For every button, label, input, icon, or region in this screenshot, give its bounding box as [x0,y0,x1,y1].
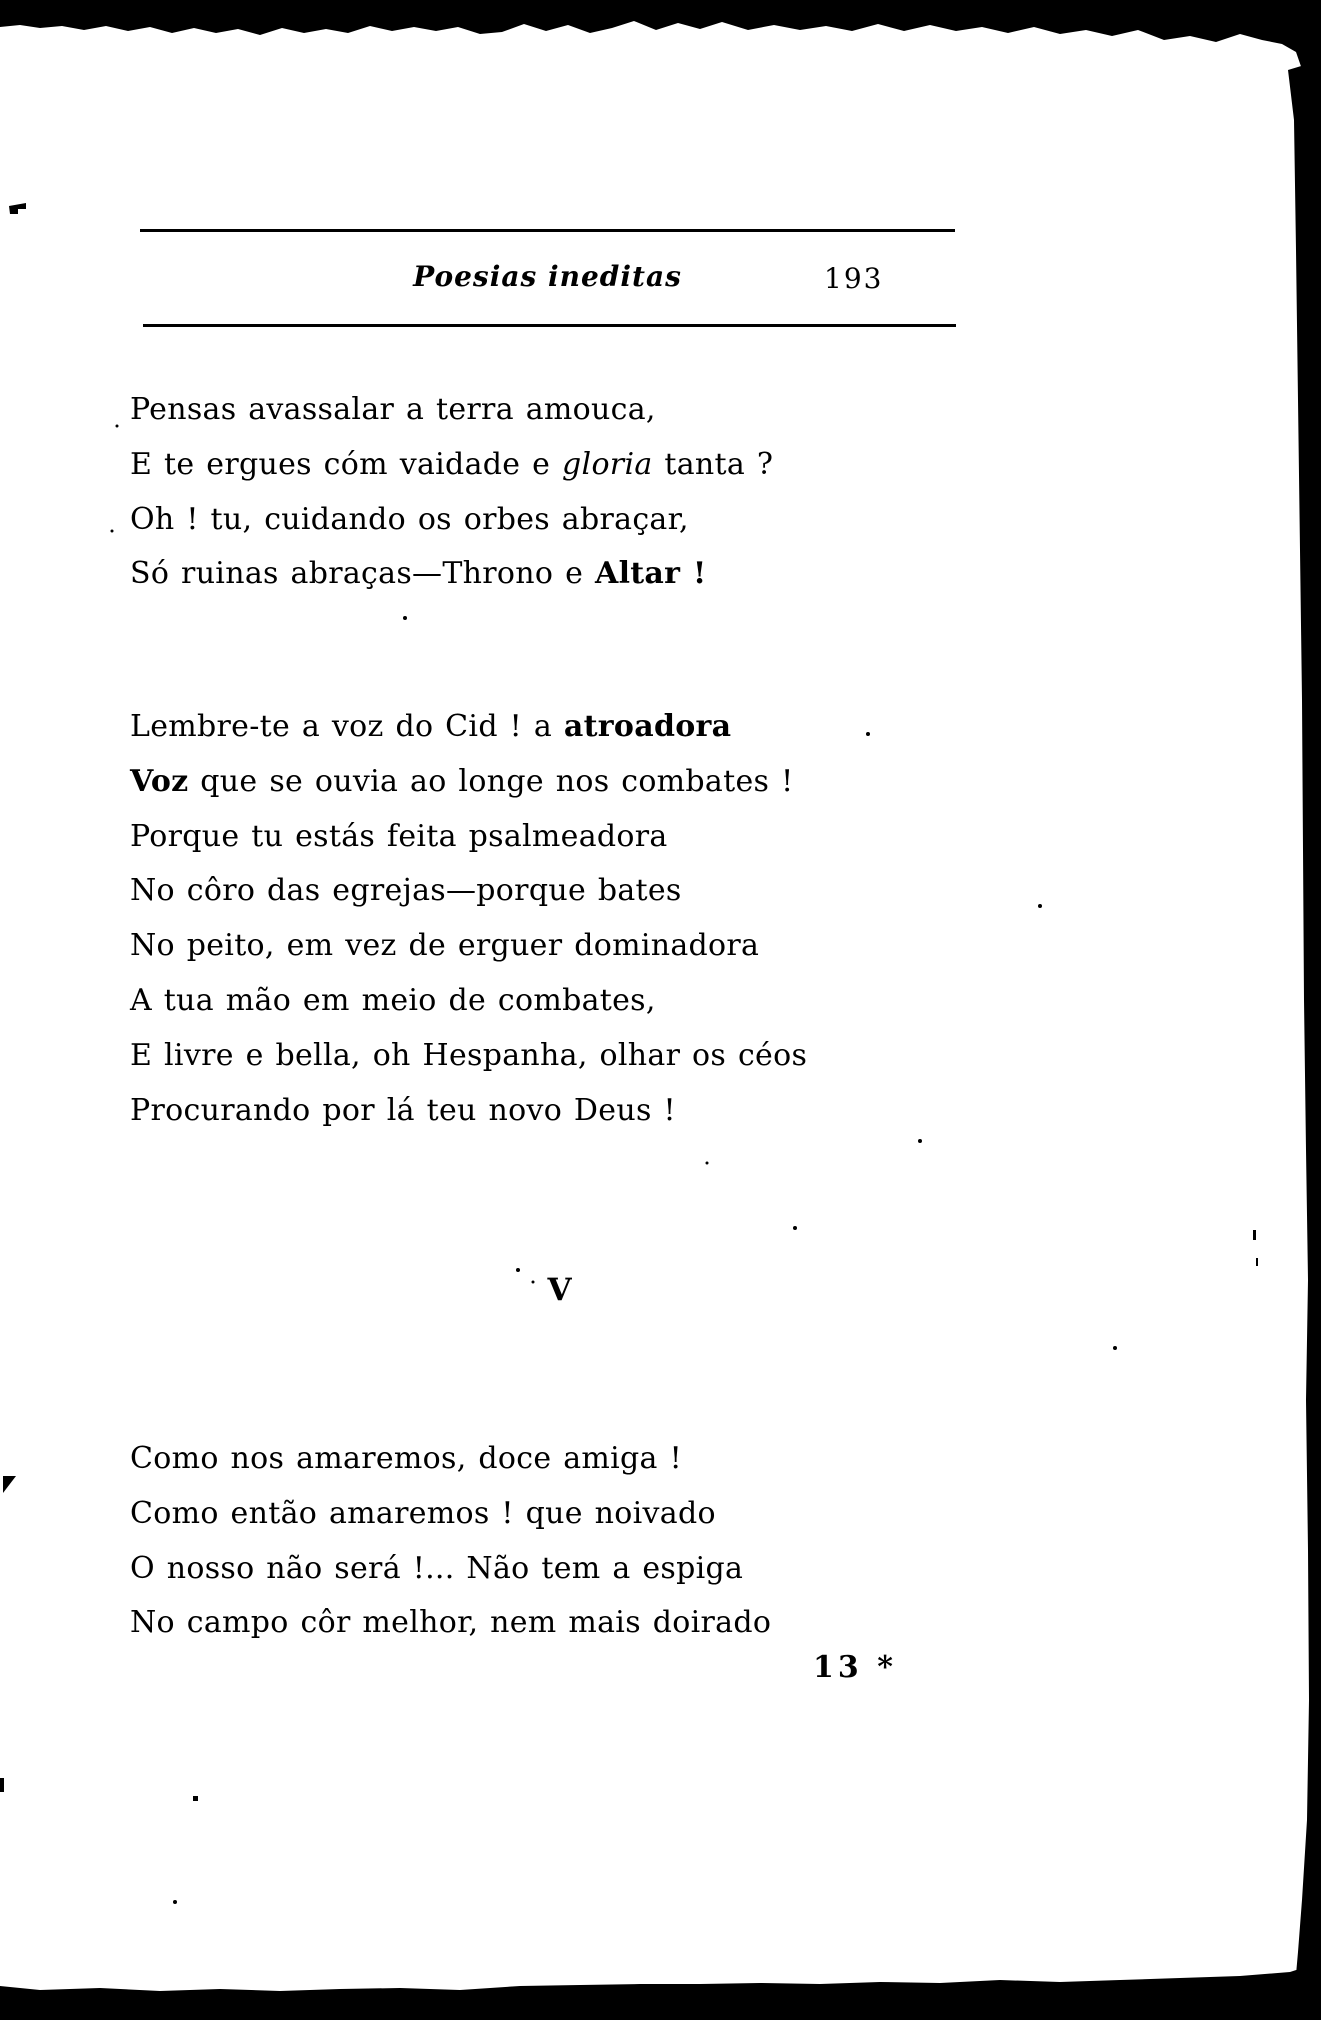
poem-text-segment: que se ouvia ao longe nos combates ! [188,763,794,799]
scan-noise-dot [918,1139,922,1143]
poem-text-segment: Como então amaremos ! que noivado [130,1495,716,1531]
poem-line [130,547,773,602]
poem-text-segment: Voz [130,763,189,799]
poem-line [130,1487,771,1542]
page-number: 193 [824,262,884,295]
header-rule-bottom [143,324,956,327]
poem-line [130,383,773,438]
poem-text-segment: Altar ! [595,556,707,592]
scan-noise-dot [1253,1230,1256,1240]
poem-text-segment: Lembre-te a voz do Cid ! a [130,709,564,744]
scan-noise-dot [116,425,119,428]
stanza-3 [130,1432,771,1651]
poem-text-segment: E livre e bella, oh Hespanha, olhar os céos [130,1037,808,1073]
poem-line [130,438,773,493]
poem-line [130,974,807,1029]
scan-noise-dot [1256,1258,1258,1266]
poem-text-segment: Como nos amaremos, doce amiga ! [130,1441,682,1476]
poem-line [130,493,773,548]
poem-text-segment: gloria [562,446,653,482]
scan-noise-dot [866,732,870,736]
poem-text-segment: E te ergues cóm vaidade e [130,446,563,482]
poem-line [130,1542,771,1597]
stanza-1 [130,383,773,602]
poem-text-segment: Procurando por lá teu novo Deus ! [130,1092,676,1128]
scan-artifact-mark [3,1476,16,1493]
poem-text-segment: Porque tu estás feita psalmeadora [130,818,668,854]
scan-artifact-bottom-band [0,1962,1321,2020]
poem-text-segment: A tua mão em meio de combates, [130,982,656,1018]
poem-text-segment: Só ruinas abraças—Throno e [130,556,595,592]
poem-line [130,1432,771,1487]
section-numeral: V [547,1272,573,1308]
scan-artifact-mark [0,1778,4,1792]
poem-line [130,1029,807,1084]
scan-artifact-mark [9,203,26,214]
poem-line [130,864,807,919]
scan-noise-dot [173,1900,177,1904]
scan-noise-dot [1113,1346,1117,1350]
scan-noise-dot [793,1226,797,1230]
poem-text-segment: No côro das egrejas—porque bates [130,873,682,909]
scan-artifact-mark [193,1796,198,1801]
poem-line [130,1084,807,1139]
poem-line [130,1596,771,1651]
poem-text-segment: Pensas avassalar a terra amouca, [130,392,656,427]
poem-text-segment: atroadora [563,709,732,744]
scan-artifact-right-strip [1288,60,1321,2020]
header-rule-top [140,229,955,232]
scan-noise-dot [403,616,407,620]
poem-line [130,919,807,974]
poem-line [130,810,807,865]
scan-noise-dot [111,530,114,533]
running-title: Poesias ineditas [413,260,682,293]
poem-text-segment: Oh ! tu, cuidando os orbes abraçar, [130,501,689,537]
poem-text-segment: No campo côr melhor, nem mais doirado [130,1605,772,1641]
poem-line [130,755,807,810]
poem-line [130,700,807,755]
poem-text-segment: tanta ? [652,446,774,482]
scan-noise-dot [706,1162,709,1165]
scan-noise-dot [1038,904,1042,908]
signature-mark: 13 * [813,1650,897,1685]
poem-text-segment: O nosso não será !... Não tem a espiga [130,1550,744,1586]
poem-text-segment: No peito, em vez de erguer dominadora [130,928,760,964]
stanza-2 [130,700,807,1138]
scan-artifact-top-band [0,0,1321,92]
